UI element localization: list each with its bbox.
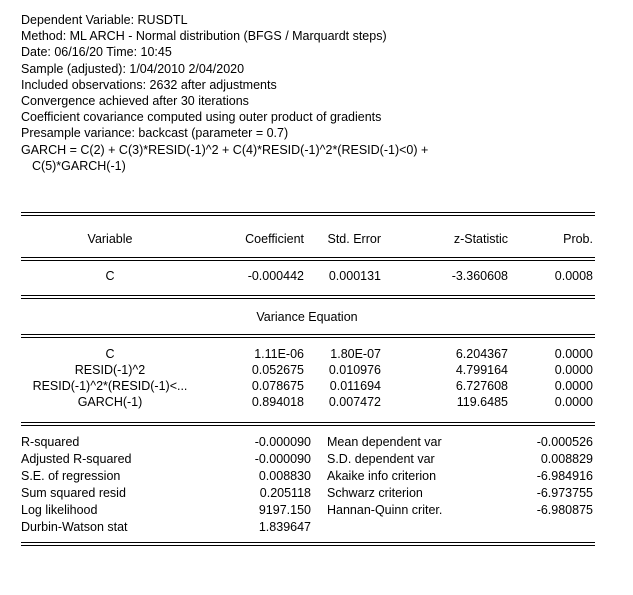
col-header-variable: Variable	[87, 232, 133, 246]
stat-schwarz-value: -6.973755	[536, 486, 593, 500]
stat-se-regression-label: S.E. of regression	[21, 469, 121, 483]
mean-se-c: 0.000131	[328, 269, 381, 283]
stat-log-likelihood-value: 9197.150	[258, 503, 311, 517]
header-dependent-variable: Dependent Variable: RUSDTL	[21, 13, 188, 27]
var-row-resid-name: RESID(-1)^2	[74, 363, 146, 377]
var-row-asym-z: 6.727608	[455, 379, 508, 393]
stat-sd-dep-value: 0.008829	[540, 452, 593, 466]
header-covariance: Coefficient covariance computed using outer product of gradients	[21, 110, 382, 125]
var-row-resid-coef: 0.052675	[251, 363, 304, 377]
header-presample: Presample variance: backcast (parameter = 0.7)	[21, 126, 289, 141]
stat-log-likelihood-label: Log likelihood	[21, 503, 98, 517]
stat-adj-r-squared-value: -0.000090	[254, 452, 311, 466]
var-row-resid-z: 4.799164	[455, 363, 508, 377]
var-row-garch-name: GARCH(-1)	[77, 395, 143, 409]
stat-mean-dep-label: Mean dependent var	[327, 435, 442, 449]
var-row-garch-se: 0.007472	[328, 395, 381, 409]
var-row-c-name: C	[105, 347, 115, 361]
var-row-resid-se: 0.010976	[328, 363, 381, 377]
stat-mean-dep-value: -0.000526	[536, 435, 593, 449]
header-rule-2	[21, 260, 595, 261]
stat-durbin-watson-label: Durbin-Watson stat	[21, 520, 128, 534]
header-sample: Sample (adjusted): 1/04/2010 2/04/2020	[21, 61, 245, 76]
var-row-asym-coef: 0.078675	[251, 379, 304, 393]
header-date-time: Date: 06/16/20 Time: 10:45	[21, 45, 172, 60]
var-row-asym-prob: 0.0000	[554, 379, 593, 393]
stat-hannan-quinn-value: -6.980875	[536, 503, 593, 517]
table-top-rule-2	[21, 215, 595, 216]
var-row-garch-coef: 0.894018	[251, 395, 304, 409]
stat-schwarz-label: Schwarz criterion	[327, 486, 423, 500]
var-row-garch-z: 119.6485	[456, 395, 508, 409]
var-row-asym-se: 0.011694	[329, 379, 381, 393]
stat-hannan-quinn-label: Hannan-Quinn criter.	[327, 503, 443, 517]
table-top-rule	[21, 212, 595, 213]
mean-coef-c: -0.000442	[247, 269, 304, 283]
stat-ssr-label: Sum squared resid	[21, 486, 126, 500]
var-row-c-prob: 0.0000	[554, 347, 593, 361]
header-garch-equation: GARCH = C(2) + C(3)*RESID(-1)^2 + C(4)*RESID(-1)^2*(RESID(-1)<0) +	[21, 142, 429, 157]
output-header	[21, 12, 428, 174]
var-row-c-z: 6.204367	[455, 347, 508, 361]
var-row-c-se: 1.80E-07	[330, 347, 381, 361]
var-row-garch-prob: 0.0000	[554, 395, 593, 409]
stat-akaike-value: -6.984916	[536, 469, 593, 483]
header-convergence: Convergence achieved after 30 iterations	[21, 93, 249, 108]
stat-sd-dep-label: S.D. dependent var	[327, 452, 435, 466]
stat-durbin-watson-value: 1.839647	[258, 520, 311, 534]
header-method: Method: ML ARCH - Normal distribution (BFGS / Marquardt steps)	[21, 29, 387, 44]
variance-title-rule	[21, 334, 595, 335]
variance-equation-title: Variance Equation	[256, 310, 358, 324]
mean-prob-c: 0.0008	[554, 269, 593, 283]
col-header-prob: Prob.	[563, 232, 593, 246]
table-bottom-rule	[21, 542, 595, 543]
var-row-asym-name: RESID(-1)^2*(RESID(-1)<...	[32, 379, 188, 393]
stat-akaike-label: Akaike info criterion	[327, 469, 437, 483]
stat-r-squared-label: R-squared	[21, 435, 80, 449]
stat-adj-r-squared-label: Adjusted R-squared	[21, 452, 132, 466]
header-observations: Included observations: 2632 after adjustments	[21, 77, 277, 92]
header-garch-equation-cont: C(5)*GARCH(-1)	[32, 158, 126, 173]
mean-rule-2	[21, 298, 595, 299]
mean-z-c: -3.360608	[451, 269, 508, 283]
var-row-resid-prob: 0.0000	[554, 363, 593, 377]
col-header-std-error: Std. Error	[327, 232, 381, 246]
header-rule	[21, 257, 595, 258]
variance-rule	[21, 422, 595, 423]
col-header-coefficient: Coefficient	[245, 232, 304, 246]
mean-rule	[21, 295, 595, 296]
var-row-c-coef: 1.11E-06	[254, 347, 304, 361]
variance-title-rule-2	[21, 337, 595, 338]
stat-se-regression-value: 0.008830	[258, 469, 311, 483]
stat-r-squared-value: -0.000090	[254, 435, 311, 449]
stat-ssr-value: 0.205118	[259, 486, 311, 500]
mean-var-c: C	[105, 269, 115, 283]
variance-rule-2	[21, 425, 595, 426]
table-bottom-rule-2	[21, 545, 595, 546]
col-header-z-statistic: z-Statistic	[453, 232, 508, 246]
